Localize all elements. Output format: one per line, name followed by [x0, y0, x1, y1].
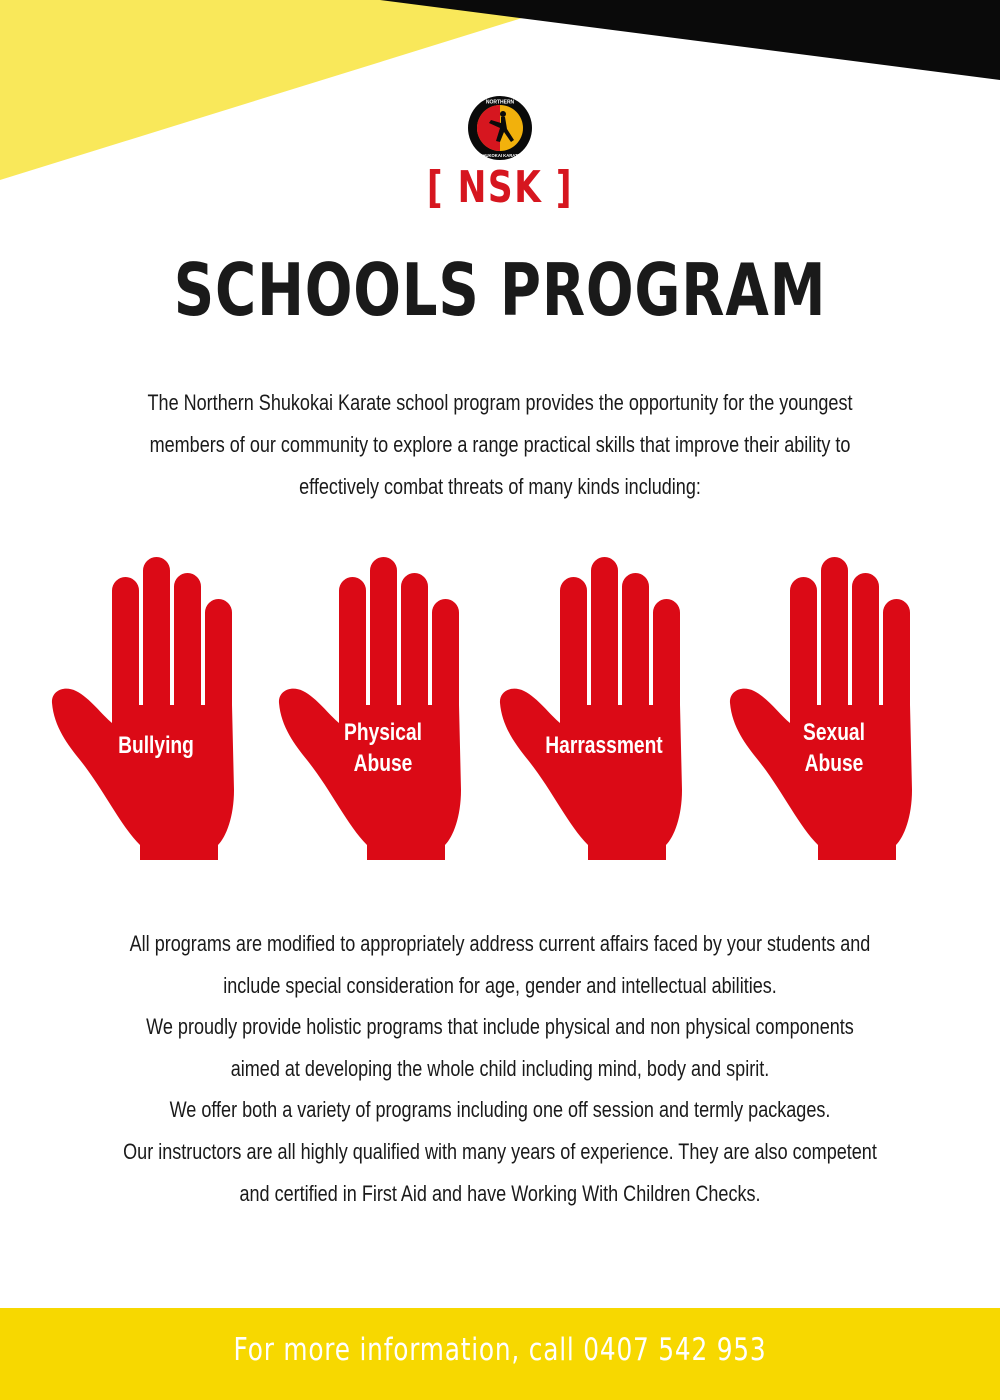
details-paragraph: We offer both a variety of programs including one off session and termly packages.	[169, 1097, 831, 1123]
threat-hand-physical-abuse	[277, 555, 489, 860]
brand-label: [ NSK ]	[426, 162, 574, 213]
red-hand-icon	[498, 555, 710, 860]
contact-info: For more information, call 0407 542 953	[233, 1332, 767, 1368]
details-paragraph: We proudly provide holistic programs that include physical and non physical components aimed at developing the whole child including mind, body and spirit.	[146, 1014, 854, 1081]
logo-text-bottom: SHUKOKAI KARATE	[479, 153, 521, 158]
threat-hand-sexual-abuse	[728, 555, 940, 860]
red-hand-icon	[50, 555, 262, 860]
program-details	[123, 923, 877, 1214]
footer-banner	[0, 1308, 1000, 1400]
threat-hand-harrassment	[498, 555, 710, 860]
details-paragraph: Our instructors are all highly qualified with many years of experience. They are also competent and certified in First Aid and have Working With Children Checks.	[123, 1138, 877, 1206]
threat-label: Harrassment	[545, 732, 663, 759]
threats-row	[0, 555, 1000, 865]
intro-paragraph: The Northern Shukokai Karate school program provides the opportunity for the youngest members of our community to explore a range practical skills that improve their ability to effectively combat threats of many kinds including:	[147, 390, 853, 499]
threat-label: Sexual Abuse	[803, 719, 865, 777]
threat-label: Bullying	[118, 732, 194, 759]
page-title: SCHOOLS PROGRAM	[173, 248, 827, 332]
details-paragraph: All programs are modified to appropriately address current affairs faced by your students and include special consideration for age, gender and intellectual abilities.	[129, 931, 871, 998]
red-hand-icon	[728, 555, 940, 860]
red-hand-icon	[277, 555, 489, 860]
threat-label: Physical Abuse	[344, 719, 422, 777]
logo-text-top: NORTHERN	[485, 99, 515, 106]
threat-hand-bullying	[50, 555, 262, 860]
nsk-logo	[467, 95, 533, 161]
